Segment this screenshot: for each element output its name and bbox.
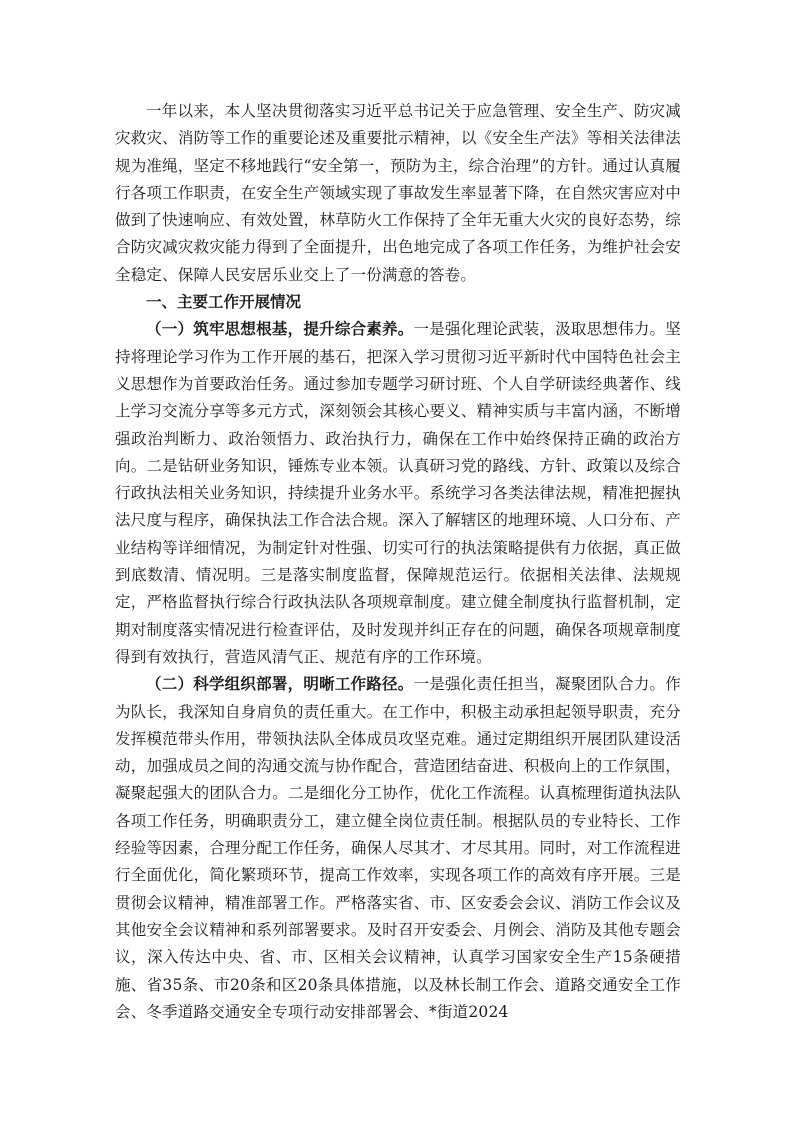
section-heading: 一、主要工作开展情况 [146, 293, 302, 312]
subsection-1-title: （一）筑牢思想根基，提升综合素养。 [146, 320, 414, 339]
subsection-2-paragraph [115, 671, 681, 1026]
intro-paragraph: 一年以来，本人坚决贯彻落实习近平总书记关于应急管理、安全生产、防灾减灾救灾、消防等工作的重要论述及重要批示精神，以《安全生产法》等相关法律法规为准绳，坚定不移地践行“安全第一，预防为主，综合治理”的方针。通过认真履行各项工作职责，在安全生产领域实现了事故发生率显著下降，在自然灾害应对中做到了快速响应、有效处置，林草防火工作保持了全年无重大火灾的良好态势，综合防灾减灾救灾能力得到了全面提升，出色地完成了各项工作任务，为维护社会安全稳定、保障人民安居乐业交上了一份满意的答卷。 [115, 102, 681, 284]
subsection-1-body: 一是强化理论武装，汲取思想伟力。坚持将理论学习作为工作开展的基石，把深入学习贯彻习近平新时代中国特色社会主义思想作为首要政治任务。通过参加专题学习研讨班、个人自学研读经典著作、线上学习交流分享等多元方式，深刻领会其核心要义、精神实质与丰富内涵，不断增强政治判断力、政治领悟力、政治执行力，确保在工作中始终保持正确的政治方向。二是钻研业务知识，锤炼专业本领。认真研习党的路线、方针、政策以及综合行政执法相关业务知识，持续提升业务水平。系统学习各类法律法规，精准把握执法尺度与程序，确保执法工作合法合规。深入了解辖区的地理环境、人口分布、产业结构等详细情况，为制定针对性强、切实可行的执法策略提供有力依据，真正做到底数清、情况明。三是落实制度监督，保障规范运行。依据相关法律、法规规定，严格监督执行综合行政执法队各项规章制度。建立健全制度执行监督机制，定期对制度落实情况进行检查评估，及时发现并纠正存在的问题，确保各项规章制度得到有效执行，营造风清气正、规范有序的工作环境。 [115, 320, 681, 666]
subsection-2-body: 一是强化责任担当，凝聚团队合力。作为队长，我深知自身肩负的责任重大。在工作中，积极主动承担起领导职责，充分发挥模范带头作用，带领执法队全体成员攻坚克难。通过定期组织开展团队建设活动，加强成员之间的沟通交流与协作配合，营造团结奋进、积极向上的工作氛围，凝聚起强大的团队合力。二是细化分工协作，优化工作流程。认真梳理街道执法队各项工作任务，明确职责分工，建立健全岗位责任制。根据队员的专业特长、工作经验等因素，合理分配工作任务，确保人尽其才、才尽其用。同时，对工作流程进行全面优化，简化繁琐环节，提高工作效率，实现各项工作的高效有序开展。三是贯彻会议精神，精准部署工作。严格落实省、市、区安委会会议、消防工作会议及其他安全会议精神和系列部署要求。及时召开安委会、月例会、消防及其他专题会议，深入传达中央、省、市、区相关会议精神，认真学习国家安全生产15条硬措施、省35条、市20条和区20条具体措施，以及林长制工作会、道路交通安全工作会、冬季道路交通安全专项行动安排部署会、*街道2024 [115, 675, 681, 1021]
subsection-2-title: （二）科学组织部署，明晰工作路径。 [146, 675, 414, 694]
subsection-1-paragraph [115, 316, 681, 671]
document-page [115, 98, 681, 1026]
